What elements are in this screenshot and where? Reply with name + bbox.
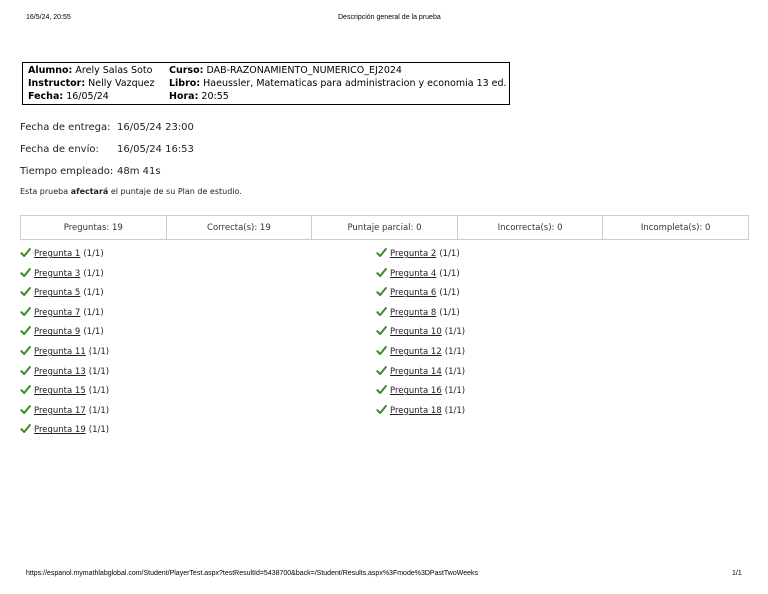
question-item <box>376 247 460 261</box>
check-icon <box>20 384 34 398</box>
question-item <box>20 325 104 339</box>
question-score: (1/1) <box>444 405 466 416</box>
note-text-post: el puntaje de su Plan de estudio. <box>108 187 242 196</box>
question-link[interactable]: Pregunta 5 <box>34 288 81 299</box>
question-link[interactable]: Pregunta 2 <box>390 249 437 259</box>
sent-date-label: Fecha de envío: <box>20 144 99 155</box>
check-icon <box>20 423 34 437</box>
note-text-pre: Esta prueba <box>20 187 71 196</box>
print-datetime: 16/5/24, 20:55 <box>26 14 71 21</box>
instructor-name: Nelly Vazquez <box>88 78 155 89</box>
question-link[interactable]: Pregunta 1 <box>34 249 81 259</box>
question-score: (1/1) <box>439 307 460 318</box>
question-item <box>376 404 465 418</box>
question-score: (1/1) <box>88 366 110 377</box>
question-score: (1/1) <box>439 288 460 299</box>
question-link[interactable]: Pregunta 7 <box>34 307 81 318</box>
question-score: (1/1) <box>83 307 104 318</box>
stat-incorrect: Incorrecta(s): 0 <box>458 216 604 239</box>
due-date-row <box>20 122 194 133</box>
print-page-number: 1/1 <box>732 570 742 577</box>
check-icon <box>376 306 390 320</box>
check-icon <box>20 286 34 300</box>
stat-correct: Correcta(s): 19 <box>167 216 313 239</box>
question-score: (1/1) <box>83 249 104 259</box>
question-link[interactable]: Pregunta 8 <box>390 307 437 318</box>
question-item <box>20 286 104 300</box>
student-label: Alumno: <box>28 65 73 76</box>
question-score: (1/1) <box>83 288 104 299</box>
instructor-label: Instructor: <box>28 78 86 89</box>
question-link[interactable]: Pregunta 4 <box>390 268 437 279</box>
question-item <box>20 404 109 418</box>
print-title: Descripción general de la prueba <box>338 14 441 21</box>
question-link[interactable]: Pregunta 12 <box>390 347 442 357</box>
print-footer-url: https://espanol.mymathlabglobal.com/Student/PlayerTest.aspx?testResultId=5438700&back=/Student/Results.aspx%3Fmode%3DPastTwoWeeks <box>26 570 479 577</box>
question-item <box>376 384 465 398</box>
question-score: (1/1) <box>439 249 460 259</box>
check-icon <box>376 384 390 398</box>
question-score: (1/1) <box>88 425 110 436</box>
question-link[interactable]: Pregunta 6 <box>390 288 437 299</box>
question-item <box>20 345 109 359</box>
stat-partial: Puntaje parcial: 0 <box>312 216 458 239</box>
check-icon <box>376 247 390 261</box>
elapsed-time-value: 48m 41s <box>117 166 161 177</box>
question-link[interactable]: Pregunta 9 <box>34 327 81 338</box>
question-score: (1/1) <box>444 366 466 377</box>
course-name: DAB-RAZONAMIENTO_NUMERICO_EJ2024 <box>206 65 402 76</box>
course-label: Curso: <box>169 65 204 76</box>
elapsed-time-row <box>20 166 161 177</box>
book-name: Haeussler, Matematicas para administracion y economia 13 ed. <box>203 78 507 89</box>
study-plan-note <box>20 187 242 196</box>
sent-date-row <box>20 144 194 155</box>
check-icon <box>376 345 390 359</box>
check-icon <box>20 306 34 320</box>
question-score: (1/1) <box>83 327 104 338</box>
question-score: (1/1) <box>444 347 466 357</box>
question-item <box>20 306 104 320</box>
question-link[interactable]: Pregunta 13 <box>34 366 86 377</box>
score-summary-bar <box>20 215 749 240</box>
check-icon <box>20 404 34 418</box>
question-item <box>376 286 460 300</box>
question-item <box>376 325 465 339</box>
check-icon <box>20 345 34 359</box>
check-icon <box>376 286 390 300</box>
check-icon <box>376 365 390 379</box>
date-label: Fecha: <box>28 91 64 102</box>
question-item <box>376 306 460 320</box>
question-item <box>20 384 109 398</box>
check-icon <box>376 325 390 339</box>
check-icon <box>376 404 390 418</box>
question-link[interactable]: Pregunta 11 <box>34 347 86 357</box>
check-icon <box>20 365 34 379</box>
due-date-value: 16/05/24 23:00 <box>117 122 194 133</box>
question-score: (1/1) <box>439 268 460 279</box>
question-link[interactable]: Pregunta 16 <box>390 386 442 397</box>
question-score: (1/1) <box>88 386 110 397</box>
time-value: 20:55 <box>201 91 229 102</box>
question-score: (1/1) <box>444 327 466 338</box>
question-link[interactable]: Pregunta 14 <box>390 366 442 377</box>
elapsed-time-label: Tiempo empleado: <box>20 166 114 177</box>
question-link[interactable]: Pregunta 18 <box>390 405 442 416</box>
check-icon <box>20 247 34 261</box>
stat-incomplete: Incompleta(s): 0 <box>640 222 711 233</box>
question-link[interactable]: Pregunta 10 <box>390 327 442 338</box>
question-link[interactable]: Pregunta 19 <box>34 425 86 436</box>
question-item <box>376 345 465 359</box>
book-label: Libro: <box>169 78 201 89</box>
check-icon <box>376 267 390 281</box>
question-item <box>20 247 104 261</box>
question-score: (1/1) <box>444 386 466 397</box>
question-score: (1/1) <box>88 347 110 357</box>
question-item <box>20 365 109 379</box>
time-label: Hora: <box>169 91 199 102</box>
student-name: Arely Salas Soto <box>75 65 153 76</box>
question-link[interactable]: Pregunta 17 <box>34 405 86 416</box>
due-date-label: Fecha de entrega: <box>20 122 111 133</box>
question-score: (1/1) <box>83 268 104 279</box>
stat-questions: Preguntas: 19 <box>21 216 167 239</box>
check-icon <box>20 325 34 339</box>
note-text-bold: afectará <box>70 187 109 196</box>
date-value: 16/05/24 <box>66 91 109 102</box>
question-item <box>20 267 104 281</box>
sent-date-value: 16/05/24 16:53 <box>117 144 194 155</box>
question-item <box>376 365 465 379</box>
check-icon <box>20 267 34 281</box>
question-item <box>376 267 460 281</box>
question-item <box>20 423 109 437</box>
question-score: (1/1) <box>88 405 110 416</box>
test-info-box <box>22 62 510 105</box>
question-link[interactable]: Pregunta 15 <box>34 386 86 397</box>
question-link[interactable]: Pregunta 3 <box>34 268 81 279</box>
